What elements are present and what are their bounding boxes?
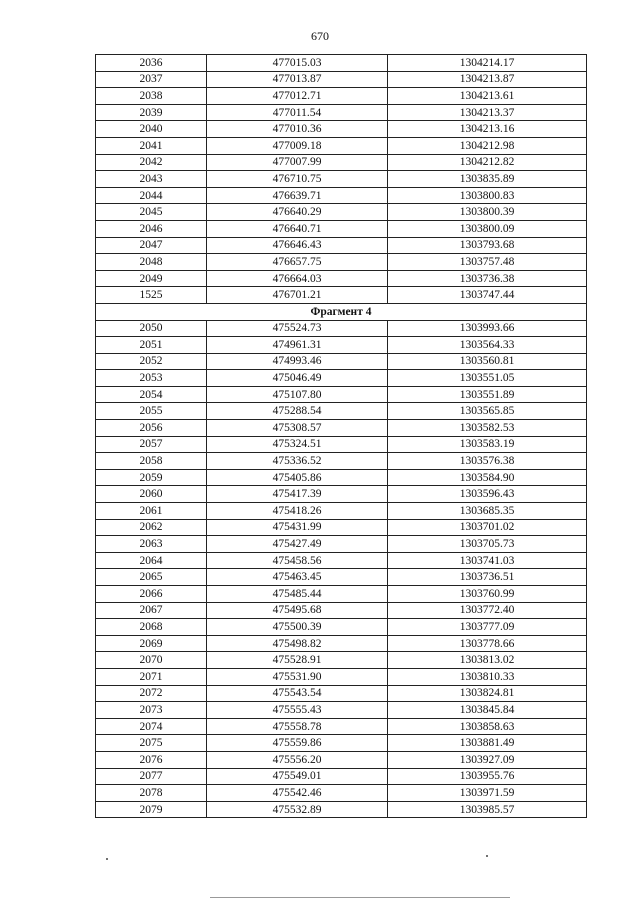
table-row — [96, 353, 587, 370]
table-row — [96, 652, 587, 669]
fragment-header-section — [96, 303, 587, 320]
table-row — [96, 519, 587, 536]
x-coordinate-cell: 475485.44 — [207, 586, 388, 603]
x-coordinate-cell: 475405.86 — [207, 469, 388, 486]
table-row — [96, 602, 587, 619]
y-coordinate-cell: 1303800.09 — [388, 220, 587, 237]
table-row — [96, 619, 587, 636]
x-coordinate-cell: 475549.01 — [207, 768, 388, 785]
y-coordinate-cell: 1304213.87 — [388, 71, 587, 88]
x-coordinate-cell: 475556.20 — [207, 751, 388, 768]
table-row — [96, 187, 587, 204]
x-coordinate-cell: 477013.87 — [207, 71, 388, 88]
table-row — [96, 685, 587, 702]
y-coordinate-cell: 1303813.02 — [388, 652, 587, 669]
scan-speck-left — [106, 858, 108, 860]
point-number-cell: 2076 — [96, 751, 207, 768]
x-coordinate-cell: 476701.21 — [207, 287, 388, 304]
x-coordinate-cell: 476646.43 — [207, 237, 388, 254]
point-number-cell: 2065 — [96, 569, 207, 586]
point-number-cell: 2043 — [96, 171, 207, 188]
x-coordinate-cell: 477012.71 — [207, 88, 388, 105]
point-number-cell: 2049 — [96, 270, 207, 287]
point-number-cell: 2069 — [96, 635, 207, 652]
x-coordinate-cell: 475495.68 — [207, 602, 388, 619]
y-coordinate-cell: 1303985.57 — [388, 801, 587, 818]
x-coordinate-cell: 475418.26 — [207, 503, 388, 520]
y-coordinate-cell: 1303565.85 — [388, 403, 587, 420]
point-number-cell: 2061 — [96, 503, 207, 520]
x-coordinate-cell: 476664.03 — [207, 270, 388, 287]
table-row — [96, 453, 587, 470]
x-coordinate-cell: 475417.39 — [207, 486, 388, 503]
y-coordinate-cell: 1303564.33 — [388, 337, 587, 354]
point-number-cell: 2078 — [96, 785, 207, 802]
x-coordinate-cell: 475427.49 — [207, 536, 388, 553]
x-coordinate-cell: 475500.39 — [207, 619, 388, 636]
y-coordinate-cell: 1303582.53 — [388, 420, 587, 437]
y-coordinate-cell: 1303685.35 — [388, 503, 587, 520]
y-coordinate-cell: 1303736.38 — [388, 270, 587, 287]
x-coordinate-cell: 476640.29 — [207, 204, 388, 221]
y-coordinate-cell: 1303583.19 — [388, 436, 587, 453]
point-number-cell: 2062 — [96, 519, 207, 536]
x-coordinate-cell: 476639.71 — [207, 187, 388, 204]
x-coordinate-cell: 475528.91 — [207, 652, 388, 669]
y-coordinate-cell: 1303772.40 — [388, 602, 587, 619]
table-row — [96, 569, 587, 586]
x-coordinate-cell: 475531.90 — [207, 668, 388, 685]
table-row — [96, 768, 587, 785]
fragment-header-row — [96, 303, 587, 320]
table-row — [96, 320, 587, 337]
y-coordinate-cell: 1303793.68 — [388, 237, 587, 254]
coordinates-section-a — [96, 55, 587, 304]
x-coordinate-cell: 475463.45 — [207, 569, 388, 586]
point-number-cell: 2047 — [96, 237, 207, 254]
y-coordinate-cell: 1303993.66 — [388, 320, 587, 337]
y-coordinate-cell: 1303551.05 — [388, 370, 587, 387]
x-coordinate-cell: 475288.54 — [207, 403, 388, 420]
y-coordinate-cell: 1303576.38 — [388, 453, 587, 470]
x-coordinate-cell: 475308.57 — [207, 420, 388, 437]
table-row — [96, 635, 587, 652]
y-coordinate-cell: 1303810.33 — [388, 668, 587, 685]
x-coordinate-cell: 477015.03 — [207, 55, 388, 72]
point-number-cell: 2057 — [96, 436, 207, 453]
table-row — [96, 718, 587, 735]
y-coordinate-cell: 1303971.59 — [388, 785, 587, 802]
point-number-cell: 2037 — [96, 71, 207, 88]
y-coordinate-cell: 1303835.89 — [388, 171, 587, 188]
coordinates-section-b — [96, 320, 587, 818]
table-row — [96, 121, 587, 138]
point-number-cell: 2075 — [96, 735, 207, 752]
table-row — [96, 420, 587, 437]
point-number-cell: 2059 — [96, 469, 207, 486]
x-coordinate-cell: 475532.89 — [207, 801, 388, 818]
x-coordinate-cell: 476710.75 — [207, 171, 388, 188]
point-number-cell: 2054 — [96, 386, 207, 403]
point-number-cell: 2077 — [96, 768, 207, 785]
table-row — [96, 403, 587, 420]
y-coordinate-cell: 1303800.39 — [388, 204, 587, 221]
x-coordinate-cell: 474961.31 — [207, 337, 388, 354]
table-row — [96, 552, 587, 569]
table-row — [96, 337, 587, 354]
x-coordinate-cell: 477011.54 — [207, 104, 388, 121]
table-row — [96, 536, 587, 553]
table-row — [96, 104, 587, 121]
y-coordinate-cell: 1303955.76 — [388, 768, 587, 785]
point-number-cell: 2074 — [96, 718, 207, 735]
y-coordinate-cell: 1303927.09 — [388, 751, 587, 768]
x-coordinate-cell: 475558.78 — [207, 718, 388, 735]
x-coordinate-cell: 475498.82 — [207, 635, 388, 652]
table-row — [96, 270, 587, 287]
y-coordinate-cell: 1304212.98 — [388, 137, 587, 154]
table-row — [96, 668, 587, 685]
y-coordinate-cell: 1303551.89 — [388, 386, 587, 403]
x-coordinate-cell: 475524.73 — [207, 320, 388, 337]
x-coordinate-cell: 477010.36 — [207, 121, 388, 138]
point-number-cell: 2044 — [96, 187, 207, 204]
y-coordinate-cell: 1303800.83 — [388, 187, 587, 204]
y-coordinate-cell: 1303741.03 — [388, 552, 587, 569]
scan-speck-right — [486, 855, 488, 857]
y-coordinate-cell: 1303858.63 — [388, 718, 587, 735]
y-coordinate-cell: 1303845.84 — [388, 702, 587, 719]
x-coordinate-cell: 476640.71 — [207, 220, 388, 237]
coordinates-table — [95, 54, 587, 818]
table-row — [96, 220, 587, 237]
point-number-cell: 2053 — [96, 370, 207, 387]
fragment-title: Фрагмент 4 — [96, 303, 587, 320]
point-number-cell: 2036 — [96, 55, 207, 72]
point-number-cell: 2046 — [96, 220, 207, 237]
y-coordinate-cell: 1304212.82 — [388, 154, 587, 171]
table-row — [96, 751, 587, 768]
point-number-cell: 2040 — [96, 121, 207, 138]
x-coordinate-cell: 475559.86 — [207, 735, 388, 752]
x-coordinate-cell: 477007.99 — [207, 154, 388, 171]
y-coordinate-cell: 1303777.09 — [388, 619, 587, 636]
x-coordinate-cell: 474993.46 — [207, 353, 388, 370]
table-row — [96, 436, 587, 453]
y-coordinate-cell: 1304214.17 — [388, 55, 587, 72]
point-number-cell: 2072 — [96, 685, 207, 702]
point-number-cell: 2063 — [96, 536, 207, 553]
table-row — [96, 287, 587, 304]
x-coordinate-cell: 475543.54 — [207, 685, 388, 702]
table-row — [96, 503, 587, 520]
point-number-cell: 2079 — [96, 801, 207, 818]
point-number-cell: 2071 — [96, 668, 207, 685]
x-coordinate-cell: 475431.99 — [207, 519, 388, 536]
y-coordinate-cell: 1304213.16 — [388, 121, 587, 138]
table-row — [96, 254, 587, 271]
page-number: 670 — [311, 29, 329, 43]
table-row — [96, 154, 587, 171]
point-number-cell: 2052 — [96, 353, 207, 370]
y-coordinate-cell: 1304213.61 — [388, 88, 587, 105]
x-coordinate-cell: 475324.51 — [207, 436, 388, 453]
table-row — [96, 486, 587, 503]
table-row — [96, 71, 587, 88]
y-coordinate-cell: 1303584.90 — [388, 469, 587, 486]
point-number-cell: 2067 — [96, 602, 207, 619]
table-row — [96, 171, 587, 188]
x-coordinate-cell: 475555.43 — [207, 702, 388, 719]
y-coordinate-cell: 1303560.81 — [388, 353, 587, 370]
y-coordinate-cell: 1304213.37 — [388, 104, 587, 121]
table-row — [96, 88, 587, 105]
x-coordinate-cell: 475046.49 — [207, 370, 388, 387]
point-number-cell: 2045 — [96, 204, 207, 221]
point-number-cell: 2039 — [96, 104, 207, 121]
point-number-cell: 2048 — [96, 254, 207, 271]
table-row — [96, 785, 587, 802]
table-row — [96, 370, 587, 387]
point-number-cell: 2066 — [96, 586, 207, 603]
y-coordinate-cell: 1303757.48 — [388, 254, 587, 271]
point-number-cell: 2064 — [96, 552, 207, 569]
point-number-cell: 2042 — [96, 154, 207, 171]
table-row — [96, 137, 587, 154]
y-coordinate-cell: 1303760.99 — [388, 586, 587, 603]
point-number-cell: 2050 — [96, 320, 207, 337]
table-row — [96, 735, 587, 752]
point-number-cell: 2068 — [96, 619, 207, 636]
x-coordinate-cell: 476657.75 — [207, 254, 388, 271]
table-row — [96, 204, 587, 221]
y-coordinate-cell: 1303701.02 — [388, 519, 587, 536]
point-number-cell: 2058 — [96, 453, 207, 470]
y-coordinate-cell: 1303881.49 — [388, 735, 587, 752]
x-coordinate-cell: 475458.56 — [207, 552, 388, 569]
point-number-cell: 1525 — [96, 287, 207, 304]
point-number-cell: 2051 — [96, 337, 207, 354]
point-number-cell: 2038 — [96, 88, 207, 105]
point-number-cell: 2070 — [96, 652, 207, 669]
point-number-cell: 2056 — [96, 420, 207, 437]
table-row — [96, 469, 587, 486]
y-coordinate-cell: 1303736.51 — [388, 569, 587, 586]
point-number-cell: 2041 — [96, 137, 207, 154]
point-number-cell: 2055 — [96, 403, 207, 420]
y-coordinate-cell: 1303596.43 — [388, 486, 587, 503]
y-coordinate-cell: 1303778.66 — [388, 635, 587, 652]
table-row — [96, 386, 587, 403]
y-coordinate-cell: 1303747.44 — [388, 287, 587, 304]
x-coordinate-cell: 475107.80 — [207, 386, 388, 403]
y-coordinate-cell: 1303705.73 — [388, 536, 587, 553]
point-number-cell: 2073 — [96, 702, 207, 719]
table-row — [96, 586, 587, 603]
x-coordinate-cell: 475336.52 — [207, 453, 388, 470]
scan-edge-line — [210, 897, 510, 898]
point-number-cell: 2060 — [96, 486, 207, 503]
table-row — [96, 801, 587, 818]
x-coordinate-cell: 475542.46 — [207, 785, 388, 802]
table-row — [96, 237, 587, 254]
table-row — [96, 702, 587, 719]
table-row — [96, 55, 587, 72]
x-coordinate-cell: 477009.18 — [207, 137, 388, 154]
y-coordinate-cell: 1303824.81 — [388, 685, 587, 702]
